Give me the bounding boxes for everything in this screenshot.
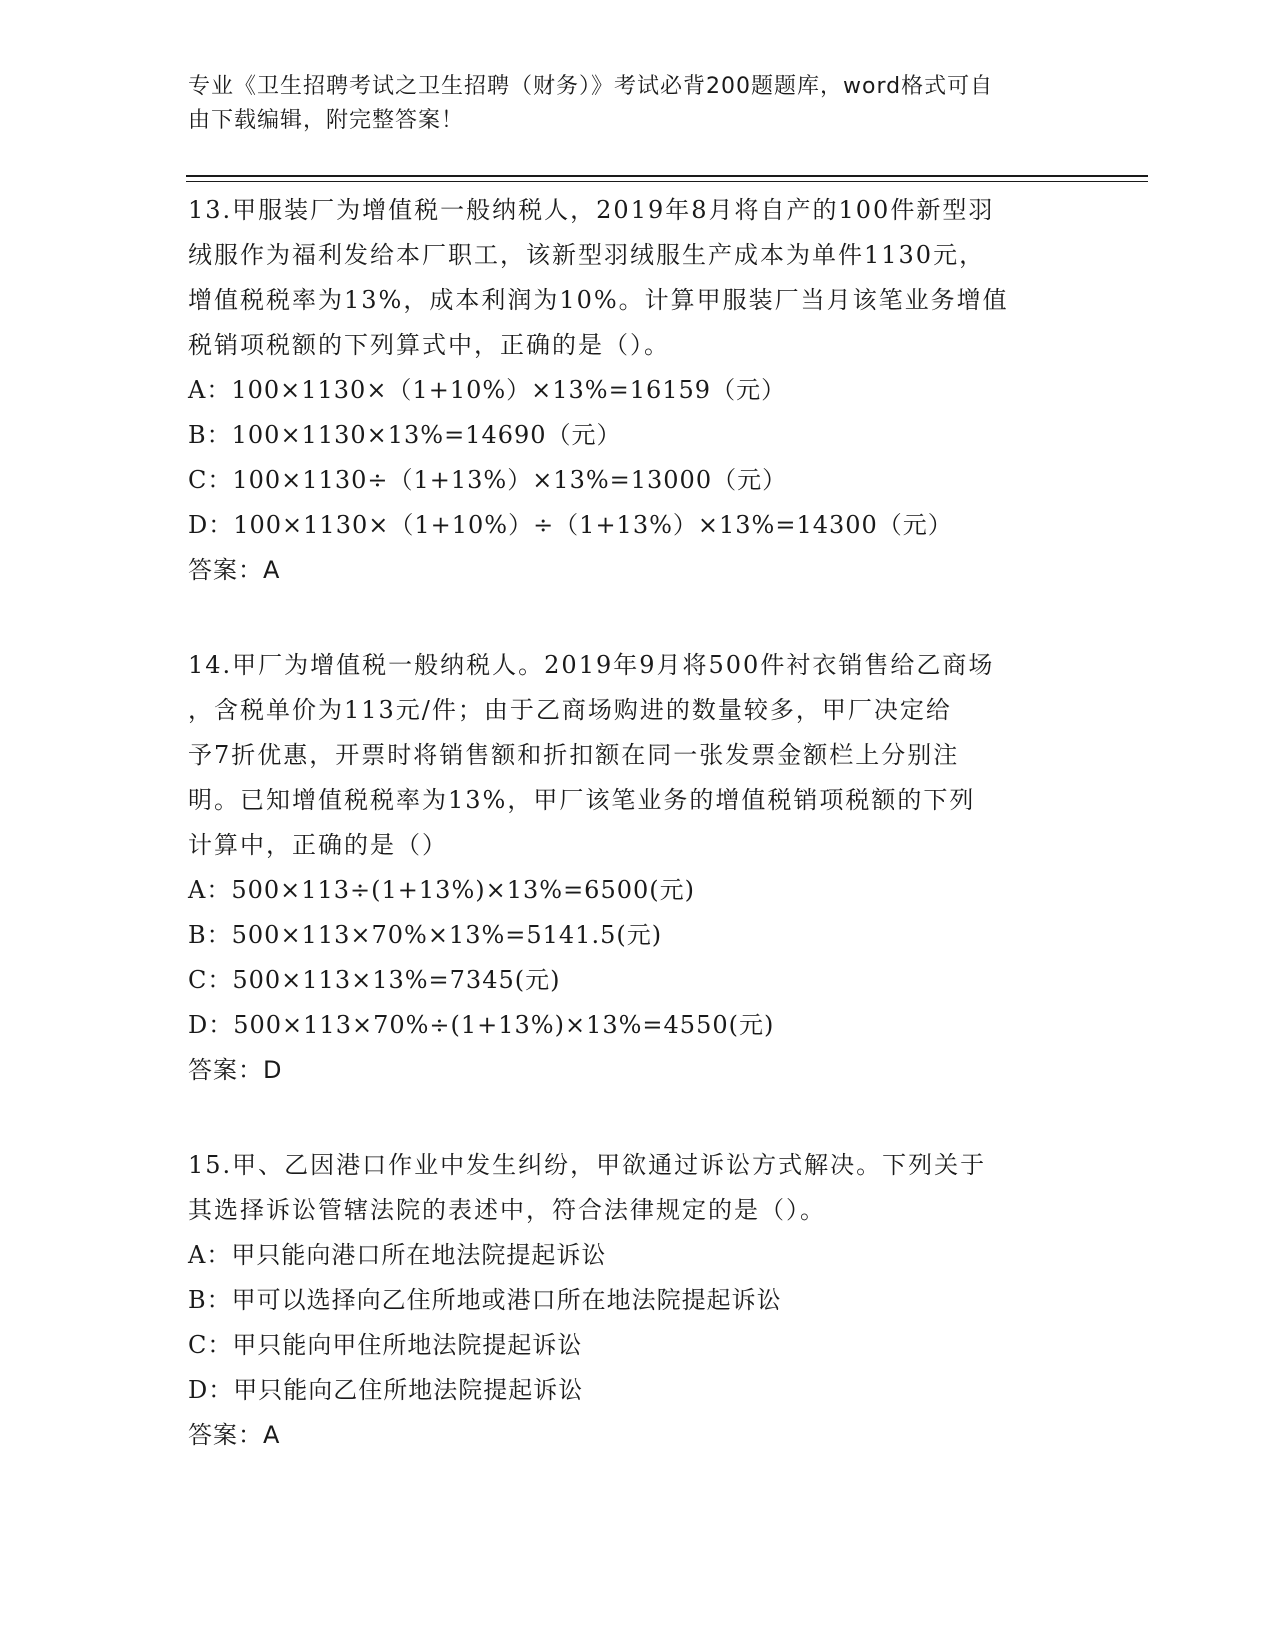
option-c: C：甲只能向甲住所地法院提起诉讼 [188,1331,583,1359]
option-d: D：甲只能向乙住所地法院提起诉讼 [188,1376,584,1404]
option-c: C：500×113×13%=7345(元) [188,966,561,994]
option-b: B：500×113×70%×13%=5141.5(元) [188,921,663,949]
document-header [188,70,1068,138]
option-b: B：100×1130×13%=14690（元） [188,421,622,449]
option-c: C：100×1130÷（1+13%）×13%=13000（元） [188,466,788,494]
option-d: D：500×113×70%÷(1+13%)×13%=4550(元) [188,1011,775,1039]
question-stem-line: 税销项税额的下列算式中，正确的是（）。 [188,331,670,359]
answer-line: 答案：D [188,1056,283,1084]
option-a: A：甲只能向港口所在地法院提起诉讼 [188,1241,607,1269]
question-stem-line: 其选择诉讼管辖法院的表述中，符合法律规定的是（）。 [188,1196,826,1224]
question-stem-line: 15.甲、乙因港口作业中发生纠纷，甲欲通过诉讼方式解决。下列关于 [188,1151,987,1179]
question-stem-line: 予7折优惠，开票时将销售额和折扣额在同一张发票金额栏上分别注 [188,741,960,769]
question-stem-line: 计算中，正确的是（） [188,831,448,859]
question-13 [188,188,1088,593]
answer-line: 答案：A [188,556,281,584]
question-stem-line: 明。已知增值税税率为13%，甲厂该笔业务的增值税销项税额的下列 [188,786,976,814]
answer-line: 答案：A [188,1421,281,1449]
question-stem-line: 绒服作为福利发给本厂职工，该新型羽绒服生产成本为单件1130元， [188,241,986,269]
option-d: D：100×1130×（1+10%）÷（1+13%）×13%=14300（元） [188,511,953,539]
question-stem-line: 13.甲服装厂为增值税一般纳税人，2019年8月将自产的100件新型羽 [188,196,995,224]
question-14 [188,643,1088,1093]
header-divider-thick [186,175,1148,177]
header-divider-thin [186,181,1148,182]
question-stem-line: ，含税单价为113元/件；由于乙商场购进的数量较多，甲厂决定给 [188,696,952,724]
question-stem-line: 14.甲厂为增值税一般纳税人。2019年9月将500件衬衣销售给乙商场 [188,651,995,679]
header-line-2: 由下载编辑，附完整答案！ [188,108,465,133]
option-a: A：100×1130×（1+10%）×13%=16159（元） [188,376,787,404]
header-line-1: 专业《卫生招聘考试之卫生招聘（财务）》考试必背200题题库，word格式可自 [188,74,994,99]
option-a: A：500×113÷(1+13%)×13%=6500(元) [188,876,695,904]
question-15 [188,1143,1088,1458]
option-b: B：甲可以选择向乙住所地或港口所在地法院提起诉讼 [188,1286,782,1314]
question-stem-line: 增值税税率为13%，成本利润为10%。计算甲服装厂当月该笔业务增值 [188,286,1009,314]
